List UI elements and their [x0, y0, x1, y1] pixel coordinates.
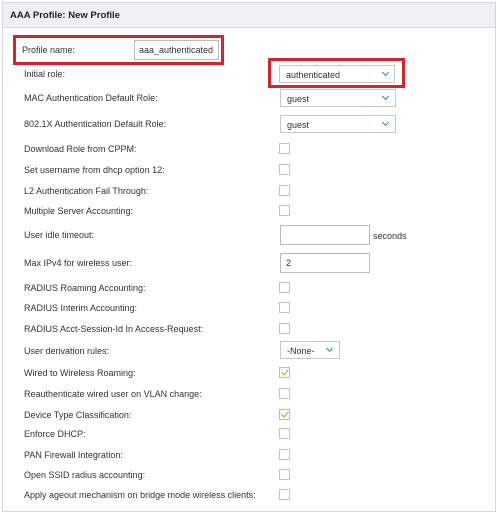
multiple-server-accounting-label: Multiple Server Accounting:: [24, 206, 134, 216]
row-multiple-server-accounting: [3, 202, 497, 222]
mac-auth-role-value: guest: [287, 94, 310, 104]
dot1x-auth-role-value: guest: [287, 120, 310, 130]
user-derivation-rules-select[interactable]: [280, 341, 340, 359]
row-device-type-classification: [3, 406, 497, 426]
radius-acct-session-id-label: RADIUS Acct-Session-Id In Access-Request:: [24, 324, 204, 334]
radius-interim-accounting-label: RADIUS Interim Accounting:: [24, 303, 138, 313]
row-dot1x-auth-role: [3, 115, 497, 135]
initial-role-value: authenticated: [286, 70, 341, 80]
row-l2-auth-fail-through: [3, 182, 497, 202]
dot1x-auth-role-select[interactable]: [280, 115, 396, 133]
row-radius-roaming-accounting: [3, 279, 497, 299]
checkmark-icon: [281, 410, 289, 418]
chevron-down-icon: [382, 119, 389, 126]
user-derivation-rules-label: User derivation rules:: [24, 346, 110, 356]
user-idle-timeout-suffix: seconds: [373, 231, 407, 241]
download-role-cppm-checkbox[interactable]: [279, 143, 290, 154]
row-max-ipv4: [3, 253, 497, 273]
wired-to-wireless-roaming-checkbox[interactable]: [279, 367, 290, 378]
row-user-derivation-rules: [3, 341, 497, 361]
row-enforce-dhcp: [3, 425, 497, 445]
row-pan-firewall-integration: [3, 446, 497, 466]
checkmark-icon: [281, 368, 289, 376]
username-dhcp-opt12-checkbox[interactable]: [279, 164, 290, 175]
user-derivation-rules-value: -None-: [287, 346, 315, 356]
ageout-bridge-mode-label: Apply ageout mechanism on bridge mode wireless clients:: [24, 490, 256, 500]
row-reauth-wired-vlan-change: [3, 385, 497, 405]
initial-role-highlight: [268, 58, 405, 88]
ageout-bridge-mode-checkbox[interactable]: [279, 489, 290, 500]
open-ssid-radius-accounting-label: Open SSID radius accounting:: [24, 470, 146, 480]
max-ipv4-input[interactable]: [280, 253, 370, 273]
enforce-dhcp-checkbox[interactable]: [279, 428, 290, 439]
row-wired-to-wireless-roaming: [3, 364, 497, 384]
row-download-role-cppm: [3, 140, 497, 160]
panel-header: [3, 3, 495, 28]
device-type-classification-checkbox[interactable]: [279, 409, 290, 420]
row-username-dhcp-opt12: [3, 161, 497, 181]
chevron-down-icon: [326, 345, 333, 352]
panel-title: AAA Profile: New Profile: [10, 10, 120, 21]
mac-auth-role-label: MAC Authentication Default Role:: [24, 93, 158, 103]
user-idle-timeout-input[interactable]: [280, 225, 370, 245]
multiple-server-accounting-checkbox[interactable]: [279, 205, 290, 216]
open-ssid-radius-accounting-checkbox[interactable]: [279, 469, 290, 480]
radius-roaming-accounting-label: RADIUS Roaming Accounting:: [24, 283, 146, 293]
row-mac-auth-role: [3, 89, 497, 109]
row-radius-interim-accounting: [3, 299, 497, 319]
user-idle-timeout-label: User idle timeout:: [24, 230, 95, 240]
row-ageout-bridge-mode: [3, 486, 497, 506]
radius-roaming-accounting-checkbox[interactable]: [279, 282, 290, 293]
chevron-down-icon: [382, 93, 389, 100]
reauth-wired-vlan-change-label: Reauthenticate wired user on VLAN change:: [24, 389, 202, 399]
max-ipv4-label: Max IPv4 for wireless user:: [24, 258, 133, 268]
profile-name-label: Profile name:: [22, 45, 76, 55]
row-user-idle-timeout: [3, 225, 497, 245]
enforce-dhcp-label: Enforce DHCP:: [24, 429, 86, 439]
pan-firewall-integration-checkbox[interactable]: [279, 449, 290, 460]
aaa-profile-panel: [2, 2, 496, 512]
row-open-ssid-radius-accounting: [3, 466, 497, 486]
dot1x-auth-role-label: 802.1X Authentication Default Role:: [24, 119, 167, 129]
l2-auth-fail-through-checkbox[interactable]: [279, 185, 290, 196]
radius-acct-session-id-checkbox[interactable]: [279, 323, 290, 334]
device-type-classification-label: Device Type Classification:: [24, 410, 132, 420]
wired-to-wireless-roaming-label: Wired to Wireless Roaming:: [24, 368, 136, 378]
mac-auth-role-select[interactable]: [280, 89, 396, 107]
row-radius-acct-session-id: [3, 320, 497, 340]
radius-interim-accounting-checkbox[interactable]: [279, 302, 290, 313]
reauth-wired-vlan-change-checkbox[interactable]: [279, 388, 290, 399]
l2-auth-fail-through-label: L2 Authentication Fail Through:: [24, 186, 149, 196]
download-role-cppm-label: Download Role from CPPM:: [24, 144, 137, 154]
pan-firewall-integration-label: PAN Firewall Integration:: [24, 450, 123, 460]
initial-role-label: Initial role:: [24, 69, 66, 79]
username-dhcp-opt12-label: Set username from dhcp option 12:: [24, 165, 165, 175]
row-initial-role: [3, 65, 497, 85]
profile-name-input[interactable]: [134, 40, 219, 60]
max-ipv4-value: 2: [286, 258, 292, 268]
profile-name-value: aaa_authenticated: [139, 45, 214, 55]
